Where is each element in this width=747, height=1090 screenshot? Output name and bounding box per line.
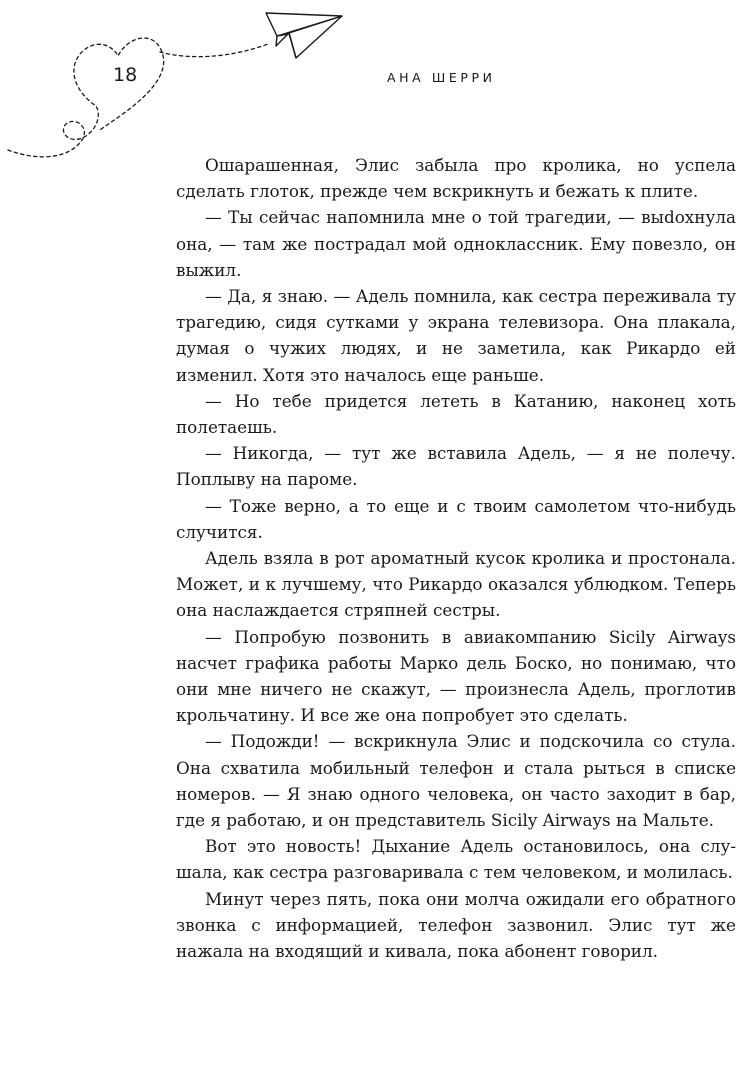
paragraph: — Но тебе придется лететь в Катанию, наконец хоть полетаешь.	[176, 390, 736, 438]
paragraph: — Никогда, — тут же вставила Адель, — я не полечу. Поплыву на пароме.	[176, 443, 736, 490]
paragraph: — Тоже верно, а то еще и с твоим самолетом что-нибудь случится.	[176, 495, 736, 542]
paragraph: — Подожди! — вскрикнула Элис и подскочила со стула. Она схватила мобильный телефон и стала рыться в списке номеров. — Я знаю одного человека, он часто заходит в бар, где я работаю, и он представитель Sicily Airways на Мальте.	[176, 731, 736, 831]
body-text	[176, 152, 736, 964]
page-number: 18	[113, 64, 138, 86]
paragraph: — Да, я знаю. — Адель помнила, как сестра переживала ту трагедию, сидя сутками у экрана телевизора. Она плакала, думая о чужих людях, и не заметила, как Рикардо ей изменил. Хотя это началось еще раньше.	[176, 286, 736, 385]
paragraph: Минут через пять, пока они молча ожидали его обратного звонка с информацией, телефон зазвонил. Элис тут же нажала на входящий и кивала, пока абонент говорил.	[176, 888, 736, 962]
paragraph: Ошарашенная, Элис забыла про кролика, но успела сделать глоток, прежде чем вскрикнуть и бежать к плите.	[176, 155, 736, 202]
paper-plane-heart-trail-icon	[0, 0, 360, 170]
paragraph: Вот это новость! Дыхание Адель остановилось, она слушала, как сестра разговаривала с тем человеком, и молилась.	[176, 836, 736, 883]
paragraph: — Ты сейчас напомнила мне о той трагедии, — выdохнула она, — там же пострадал мой одноклассник. Ему повезло, он выжил.	[176, 207, 736, 280]
paragraph: — Попробую позвонить в авиакомпанию Sicily Airways насчет графика работы Марко дель Боско, но понимаю, что они мне ничего не скажут, — произнесла Адель, проглотив крольчатину. И все же она попробует это сделать.	[176, 626, 736, 726]
paragraph: Адель взяла в рот ароматный кусок кролика и простонала. Может, и к лучшему, что Рикардо оказался ублюдком. Теперь она наслаждается стряпней сестры.	[176, 548, 736, 621]
running-head-author: АНА ШЕРРИ	[387, 70, 496, 85]
